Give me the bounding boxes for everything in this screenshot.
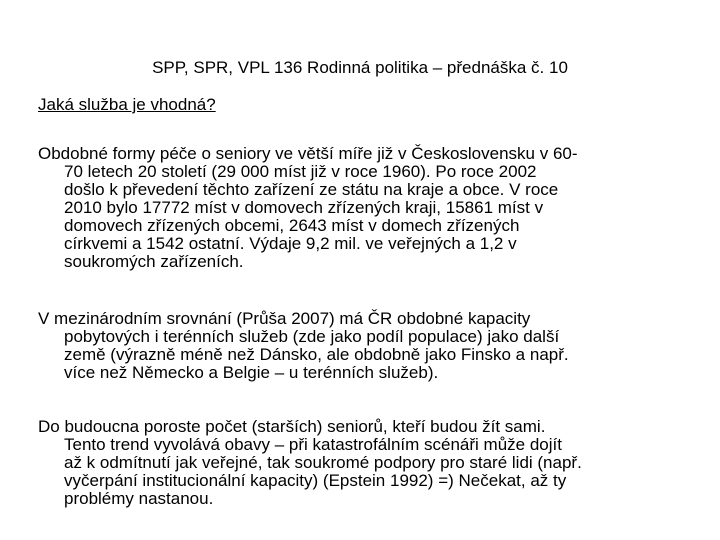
- paragraph-line: 70 letech 20 století (29 000 míst již v roce 1960). Po roce 2002: [64, 162, 537, 181]
- paragraph-line: Do budoucna poroste počet (starších) seniorů, kteří budou žít sami.: [38, 417, 546, 436]
- paragraph-line: domovech zřízených obcemi, 2643 míst v domech zřízených: [64, 216, 520, 235]
- paragraph-line: vyčerpání institucionální kapacity) (Epstein 1992) =) Nečekat, až ty: [64, 471, 567, 490]
- slide-title: SPP, SPR, VPL 136 Rodinná politika – přednáška č. 10: [152, 58, 568, 77]
- paragraph-future-outlook: [38, 418, 688, 508]
- section-heading: Jaká služba je vhodná?: [38, 95, 216, 114]
- paragraph-line: Tento trend vyvolává obavy – při katastrofálním scénáři může dojít: [64, 435, 562, 454]
- paragraph-line: V mezinárodním srovnání (Průša 2007) má ČR obdobné kapacity: [38, 309, 531, 328]
- paragraph-line: došlo k převedení těchto zařízení ze státu na kraje a obce. V roce: [64, 180, 559, 199]
- paragraph-line: soukromých zařízeních.: [64, 252, 244, 271]
- paragraph-line: země (výrazně méně než Dánsko, ale obdobně jako Finsko a např.: [64, 345, 569, 364]
- paragraph-line: církvemi a 1542 ostatní. Výdaje 9,2 mil. ve veřejných a 1,2 v: [64, 234, 517, 253]
- paragraph-line: problémy nastanou.: [64, 489, 214, 508]
- paragraph-international-comparison: [38, 310, 688, 382]
- paragraph-line: pobytových i terénních služeb (zde jako podíl populace) jako další: [64, 327, 560, 346]
- paragraph-line: 2010 bylo 17772 míst v domovech zřízených kraji, 15861 míst v: [64, 198, 544, 217]
- paragraph-line: více než Německo a Belgie – u terénních služeb).: [64, 363, 439, 382]
- paragraph-care-history: [38, 145, 688, 271]
- paragraph-line: až k odmítnutí jak veřejné, tak soukromé podpory pro staré lidi (např.: [64, 453, 582, 472]
- paragraph-line: Obdobné formy péče o seniory ve větší míře již v Československu v 60-: [38, 144, 578, 163]
